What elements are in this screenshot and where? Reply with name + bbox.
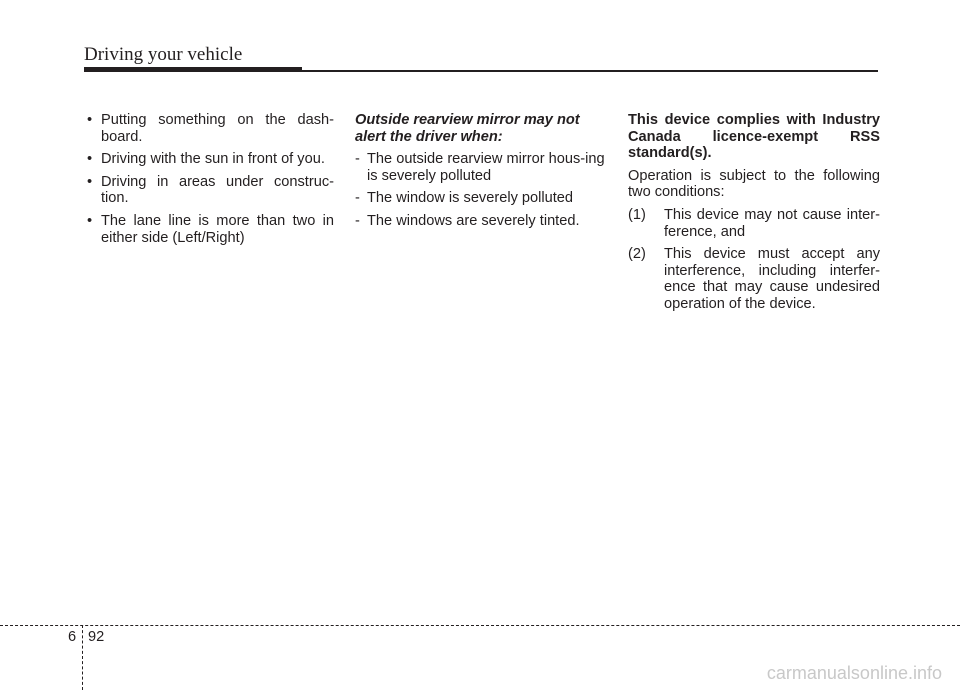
column-left bbox=[84, 112, 334, 252]
compliance-intro: Operation is subject to the following two conditions: bbox=[628, 167, 880, 201]
list-item: • Putting something on the dash-board. bbox=[87, 112, 334, 145]
list-item: - The window is severely polluted bbox=[355, 190, 574, 207]
dash-icon: - bbox=[355, 151, 360, 168]
dash-icon: - bbox=[355, 212, 360, 229]
list-item: - The windows are severely tinted. bbox=[355, 212, 580, 229]
column-right bbox=[628, 112, 880, 319]
header-rule-thin bbox=[302, 70, 878, 72]
list-item: • Driving in areas under construc-tion. bbox=[87, 173, 334, 207]
section-title: Driving your vehicle bbox=[84, 44, 243, 65]
list-item: • The lane line is more than two in either side (Left/Right) bbox=[87, 212, 334, 246]
condition-item: (2) This device must accept any interference, including interfer-ence that may cause undesired operation of the device. bbox=[628, 246, 880, 312]
bullet-list bbox=[84, 112, 334, 246]
bullet-icon: • bbox=[87, 212, 93, 229]
bullet-icon: • bbox=[87, 151, 93, 168]
list-item: • Driving with the sun in front of you. bbox=[87, 151, 325, 168]
bullet-icon: • bbox=[87, 112, 93, 128]
header-rule-thick bbox=[84, 67, 302, 72]
page-number: 92 bbox=[88, 629, 105, 645]
watermark: carmanualsonline.info bbox=[766, 663, 942, 683]
footer-divider bbox=[82, 625, 83, 690]
section-number: 6 bbox=[68, 629, 77, 645]
mirror-heading: Outside rearview mirror may not alert the driver when: bbox=[355, 112, 580, 145]
condition-item: (1) This device may not cause inter-ference, and bbox=[628, 206, 880, 240]
footer-rule bbox=[0, 625, 960, 626]
column-middle bbox=[355, 112, 605, 236]
compliance-heading: This device complies with Industry Canada licence-exempt RSS standard(s). bbox=[628, 112, 880, 162]
bullet-icon: • bbox=[87, 173, 93, 190]
dash-icon: - bbox=[355, 190, 360, 207]
list-item: - The outside rearview mirror hous-ing is severely polluted bbox=[355, 151, 605, 184]
